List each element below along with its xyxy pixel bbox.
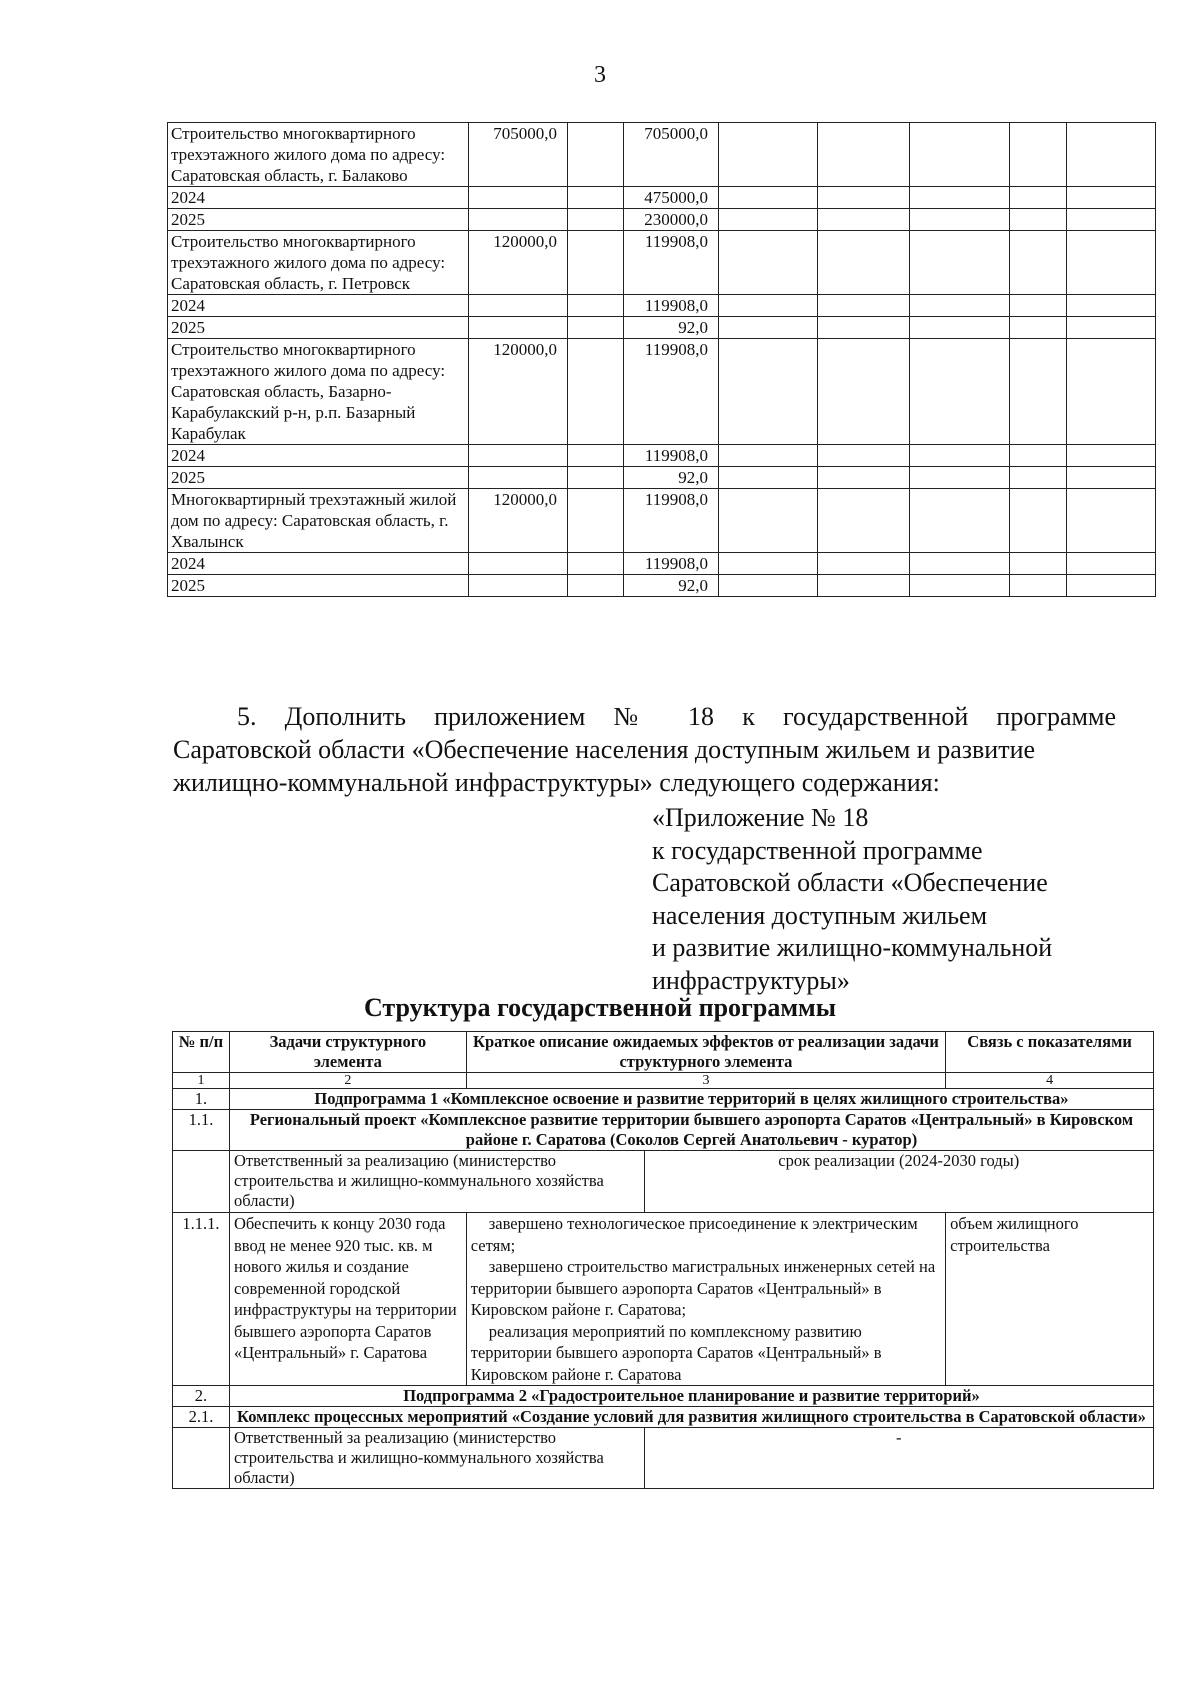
empty-cell bbox=[719, 339, 818, 445]
header-tasks: Задачи структурного элемента bbox=[229, 1032, 466, 1073]
empty-cell bbox=[1067, 187, 1156, 209]
object-name: Строительство многоквартирного трехэтажного жилого дома по адресу: Саратовская область, г. Петровск bbox=[168, 231, 469, 295]
empty-cell bbox=[910, 575, 1010, 597]
empty-cell bbox=[719, 445, 818, 467]
empty-cell bbox=[818, 209, 910, 231]
year-label: 2025 bbox=[168, 467, 469, 489]
year-label: 2024 bbox=[168, 295, 469, 317]
year-label: 2025 bbox=[168, 317, 469, 339]
year-row bbox=[168, 209, 1156, 231]
year-amount: 92,0 bbox=[624, 467, 719, 489]
responsible-2-text: Ответственный за реализацию (министерство строительства и жилищно-коммунального хозяйства области) bbox=[229, 1428, 644, 1489]
amendment-paragraph bbox=[173, 700, 1116, 799]
empty-cell bbox=[719, 489, 818, 553]
empty-cell bbox=[1010, 231, 1067, 295]
effect-1: завершено технологическое присоединение к электрическим сетям; bbox=[470, 1214, 918, 1255]
col-number-1: 1 bbox=[173, 1073, 230, 1089]
empty-cell bbox=[1067, 295, 1156, 317]
empty-cell bbox=[910, 317, 1010, 339]
empty-cell bbox=[910, 231, 1010, 295]
year-amount: 475000,0 bbox=[624, 187, 719, 209]
task-1-1-1-effects bbox=[466, 1213, 945, 1386]
empty-cell bbox=[818, 295, 910, 317]
responsible-1-text: Ответственный за реализацию (министерство строительства и жилищно-коммунального хозяйства области) bbox=[229, 1151, 644, 1213]
object-total: 120000,0 bbox=[469, 339, 568, 445]
empty-cell bbox=[469, 209, 568, 231]
year-label: 2025 bbox=[168, 209, 469, 231]
empty-cell bbox=[1010, 123, 1067, 187]
header-effects: Краткое описание ожидаемых эффектов от реализации задачи структурного элемента bbox=[466, 1032, 945, 1073]
empty-cell bbox=[719, 467, 818, 489]
object-total: 120000,0 bbox=[469, 231, 568, 295]
empty-cell bbox=[910, 339, 1010, 445]
year-row bbox=[168, 445, 1156, 467]
year-row bbox=[168, 553, 1156, 575]
empty-cell bbox=[818, 231, 910, 295]
empty-cell bbox=[719, 231, 818, 295]
object-col3 bbox=[568, 123, 624, 187]
object-col3 bbox=[568, 231, 624, 295]
responsible-1-empty bbox=[173, 1151, 230, 1213]
empty-cell bbox=[818, 317, 910, 339]
empty-cell bbox=[469, 467, 568, 489]
object-name: Строительство многоквартирного трехэтажного жилого дома по адресу: Саратовская область, г. Балаково bbox=[168, 123, 469, 187]
year-label: 2024 bbox=[168, 187, 469, 209]
subprogram-1-title: Подпрограмма 1 «Комплексное освоение и развитие территорий в целях жилищного строительства» bbox=[229, 1089, 1153, 1110]
project-1-1-title: Региональный проект «Комплексное развитие территории бывшего аэропорта Саратов «Центральный» в Кировском районе г. Саратова (Соколов Сергей Анатольевич - куратор) bbox=[229, 1110, 1153, 1151]
header-row bbox=[173, 1032, 1154, 1073]
empty-cell bbox=[568, 209, 624, 231]
empty-cell bbox=[469, 295, 568, 317]
empty-cell bbox=[469, 187, 568, 209]
empty-cell bbox=[818, 187, 910, 209]
year-amount: 230000,0 bbox=[624, 209, 719, 231]
object-row bbox=[168, 123, 1156, 187]
object-name: Строительство многоквартирного трехэтажного жилого дома по адресу: Саратовская область, Базарно-Карабулакский р-н, р.п. Базарный Карабулак bbox=[168, 339, 469, 445]
empty-cell bbox=[1010, 209, 1067, 231]
term-1-text: срок реализации (2024-2030 годы) bbox=[644, 1151, 1153, 1213]
process-2-1-num: 2.1. bbox=[173, 1407, 230, 1428]
empty-cell bbox=[910, 445, 1010, 467]
subprogram-2-title: Подпрограмма 2 «Градостроительное планирование и развитие территорий» bbox=[229, 1386, 1153, 1407]
empty-cell bbox=[910, 489, 1010, 553]
empty-cell bbox=[1067, 339, 1156, 445]
year-row bbox=[168, 295, 1156, 317]
empty-cell bbox=[1010, 467, 1067, 489]
appendix-line-4: населения доступным жильем bbox=[652, 900, 988, 930]
empty-cell bbox=[818, 445, 910, 467]
appendix-line-1: «Приложение № 18 bbox=[652, 803, 869, 832]
empty-cell bbox=[1067, 489, 1156, 553]
col-number-3: 3 bbox=[466, 1073, 945, 1089]
empty-cell bbox=[818, 575, 910, 597]
object-amount: 119908,0 bbox=[624, 489, 719, 553]
empty-cell bbox=[818, 553, 910, 575]
empty-cell bbox=[469, 317, 568, 339]
empty-cell bbox=[1010, 187, 1067, 209]
empty-cell bbox=[818, 489, 910, 553]
task-1-1-1-row bbox=[173, 1213, 1154, 1386]
year-row bbox=[168, 575, 1156, 597]
object-amount: 119908,0 bbox=[624, 231, 719, 295]
empty-cell bbox=[719, 209, 818, 231]
empty-cell bbox=[719, 553, 818, 575]
task-1-1-1-num: 1.1.1. bbox=[173, 1213, 230, 1386]
col-number-4: 4 bbox=[946, 1073, 1154, 1089]
year-label: 2025 bbox=[168, 575, 469, 597]
paragraph-line-3: жилищно-коммунальной инфраструктуры» следующего содержания: bbox=[173, 768, 940, 797]
task-1-1-1-link: объем жилищного строительства bbox=[946, 1213, 1154, 1386]
structure-title: Структура государственной программы bbox=[363, 993, 837, 1022]
page-number: 3 bbox=[594, 62, 606, 88]
empty-cell bbox=[1067, 467, 1156, 489]
column-number-row bbox=[173, 1073, 1154, 1089]
empty-cell bbox=[1067, 317, 1156, 339]
year-amount: 92,0 bbox=[624, 317, 719, 339]
empty-cell bbox=[1010, 489, 1067, 553]
year-row bbox=[168, 467, 1156, 489]
object-row bbox=[168, 231, 1156, 295]
effect-3: реализация мероприятий по комплексному развитию территории бывшего аэропорта Саратов «Центральный» в Кировском районе г. Саратова bbox=[470, 1321, 882, 1384]
appendix-line-6: инфраструктуры» bbox=[652, 965, 850, 995]
empty-cell bbox=[1067, 209, 1156, 231]
year-amount: 119908,0 bbox=[624, 295, 719, 317]
empty-cell bbox=[568, 295, 624, 317]
empty-cell bbox=[719, 575, 818, 597]
year-label: 2024 bbox=[168, 445, 469, 467]
responsible-2-empty bbox=[173, 1428, 230, 1489]
subprogram-1-num: 1. bbox=[173, 1089, 230, 1110]
empty-cell bbox=[1010, 339, 1067, 445]
object-amount: 119908,0 bbox=[624, 339, 719, 445]
subprogram-2-row bbox=[173, 1386, 1154, 1407]
object-total: 705000,0 bbox=[469, 123, 568, 187]
empty-cell bbox=[1067, 575, 1156, 597]
empty-cell bbox=[719, 317, 818, 339]
term-2-text: - bbox=[644, 1428, 1153, 1489]
paragraph-line-2: Саратовской области «Обеспечение населения доступным жильем и развитие bbox=[173, 735, 1036, 764]
empty-cell bbox=[1010, 295, 1067, 317]
empty-cell bbox=[1010, 445, 1067, 467]
empty-cell bbox=[910, 187, 1010, 209]
empty-cell bbox=[1067, 553, 1156, 575]
empty-cell bbox=[910, 209, 1010, 231]
object-col3 bbox=[568, 489, 624, 553]
year-amount: 92,0 bbox=[624, 575, 719, 597]
empty-cell bbox=[910, 123, 1010, 187]
empty-cell bbox=[568, 317, 624, 339]
empty-cell bbox=[719, 187, 818, 209]
paragraph-line-1: 5. Дополнить приложением № 18 к государственной программе bbox=[237, 702, 1116, 731]
empty-cell bbox=[910, 467, 1010, 489]
object-total: 120000,0 bbox=[469, 489, 568, 553]
appendix-line-3: Саратовской области «Обеспечение bbox=[652, 868, 1048, 897]
empty-cell bbox=[568, 575, 624, 597]
empty-cell bbox=[568, 445, 624, 467]
object-row bbox=[168, 489, 1156, 553]
year-label: 2024 bbox=[168, 553, 469, 575]
financing-table bbox=[167, 122, 1156, 597]
task-1-1-1-text: Обеспечить к концу 2030 года ввод не менее 920 тыс. кв. м нового жилья и создание современной городской инфраструктуры на территории бывшего аэропорта Саратов «Центральный» г. Саратова bbox=[229, 1213, 466, 1386]
empty-cell bbox=[818, 123, 910, 187]
empty-cell bbox=[910, 553, 1010, 575]
empty-cell bbox=[818, 467, 910, 489]
appendix-heading bbox=[652, 802, 1052, 997]
empty-cell bbox=[719, 295, 818, 317]
year-row bbox=[168, 187, 1156, 209]
object-name: Многоквартирный трехэтажный жилой дом по адресу: Саратовская область, г. Хвалынск bbox=[168, 489, 469, 553]
empty-cell bbox=[469, 575, 568, 597]
empty-cell bbox=[1010, 317, 1067, 339]
empty-cell bbox=[1067, 231, 1156, 295]
empty-cell bbox=[469, 445, 568, 467]
responsible-2-row bbox=[173, 1428, 1154, 1489]
effect-2: завершено строительство магистральных инженерных сетей на территории бывшего аэропорта Саратов «Центральный» в Кировском районе г. Саратова; bbox=[470, 1257, 936, 1319]
year-amount: 119908,0 bbox=[624, 553, 719, 575]
year-amount: 119908,0 bbox=[624, 445, 719, 467]
header-link: Связь с показателями bbox=[946, 1032, 1154, 1073]
empty-cell bbox=[719, 123, 818, 187]
year-row bbox=[168, 317, 1156, 339]
col-number-2: 2 bbox=[229, 1073, 466, 1089]
subprogram-1-row bbox=[173, 1089, 1154, 1110]
header-num: № п/п bbox=[173, 1032, 230, 1073]
object-row bbox=[168, 339, 1156, 445]
process-2-1-title: Комплекс процессных мероприятий «Создание условий для развития жилищного строительства в Саратовской области» bbox=[229, 1407, 1153, 1428]
object-amount: 705000,0 bbox=[624, 123, 719, 187]
process-2-1-row bbox=[173, 1407, 1154, 1428]
empty-cell bbox=[910, 295, 1010, 317]
empty-cell bbox=[1067, 123, 1156, 187]
structure-table bbox=[172, 1031, 1154, 1489]
empty-cell bbox=[1010, 553, 1067, 575]
empty-cell bbox=[1010, 575, 1067, 597]
project-1-1-row bbox=[173, 1110, 1154, 1151]
appendix-line-5: и развитие жилищно-коммунальной bbox=[652, 933, 1053, 962]
empty-cell bbox=[1067, 445, 1156, 467]
object-col3 bbox=[568, 339, 624, 445]
empty-cell bbox=[568, 467, 624, 489]
empty-cell bbox=[568, 553, 624, 575]
responsible-1-row bbox=[173, 1151, 1154, 1213]
project-1-1-num: 1.1. bbox=[173, 1110, 230, 1151]
empty-cell bbox=[818, 339, 910, 445]
subprogram-2-num: 2. bbox=[173, 1386, 230, 1407]
empty-cell bbox=[568, 187, 624, 209]
appendix-line-2: к государственной программе bbox=[652, 835, 983, 865]
empty-cell bbox=[469, 553, 568, 575]
